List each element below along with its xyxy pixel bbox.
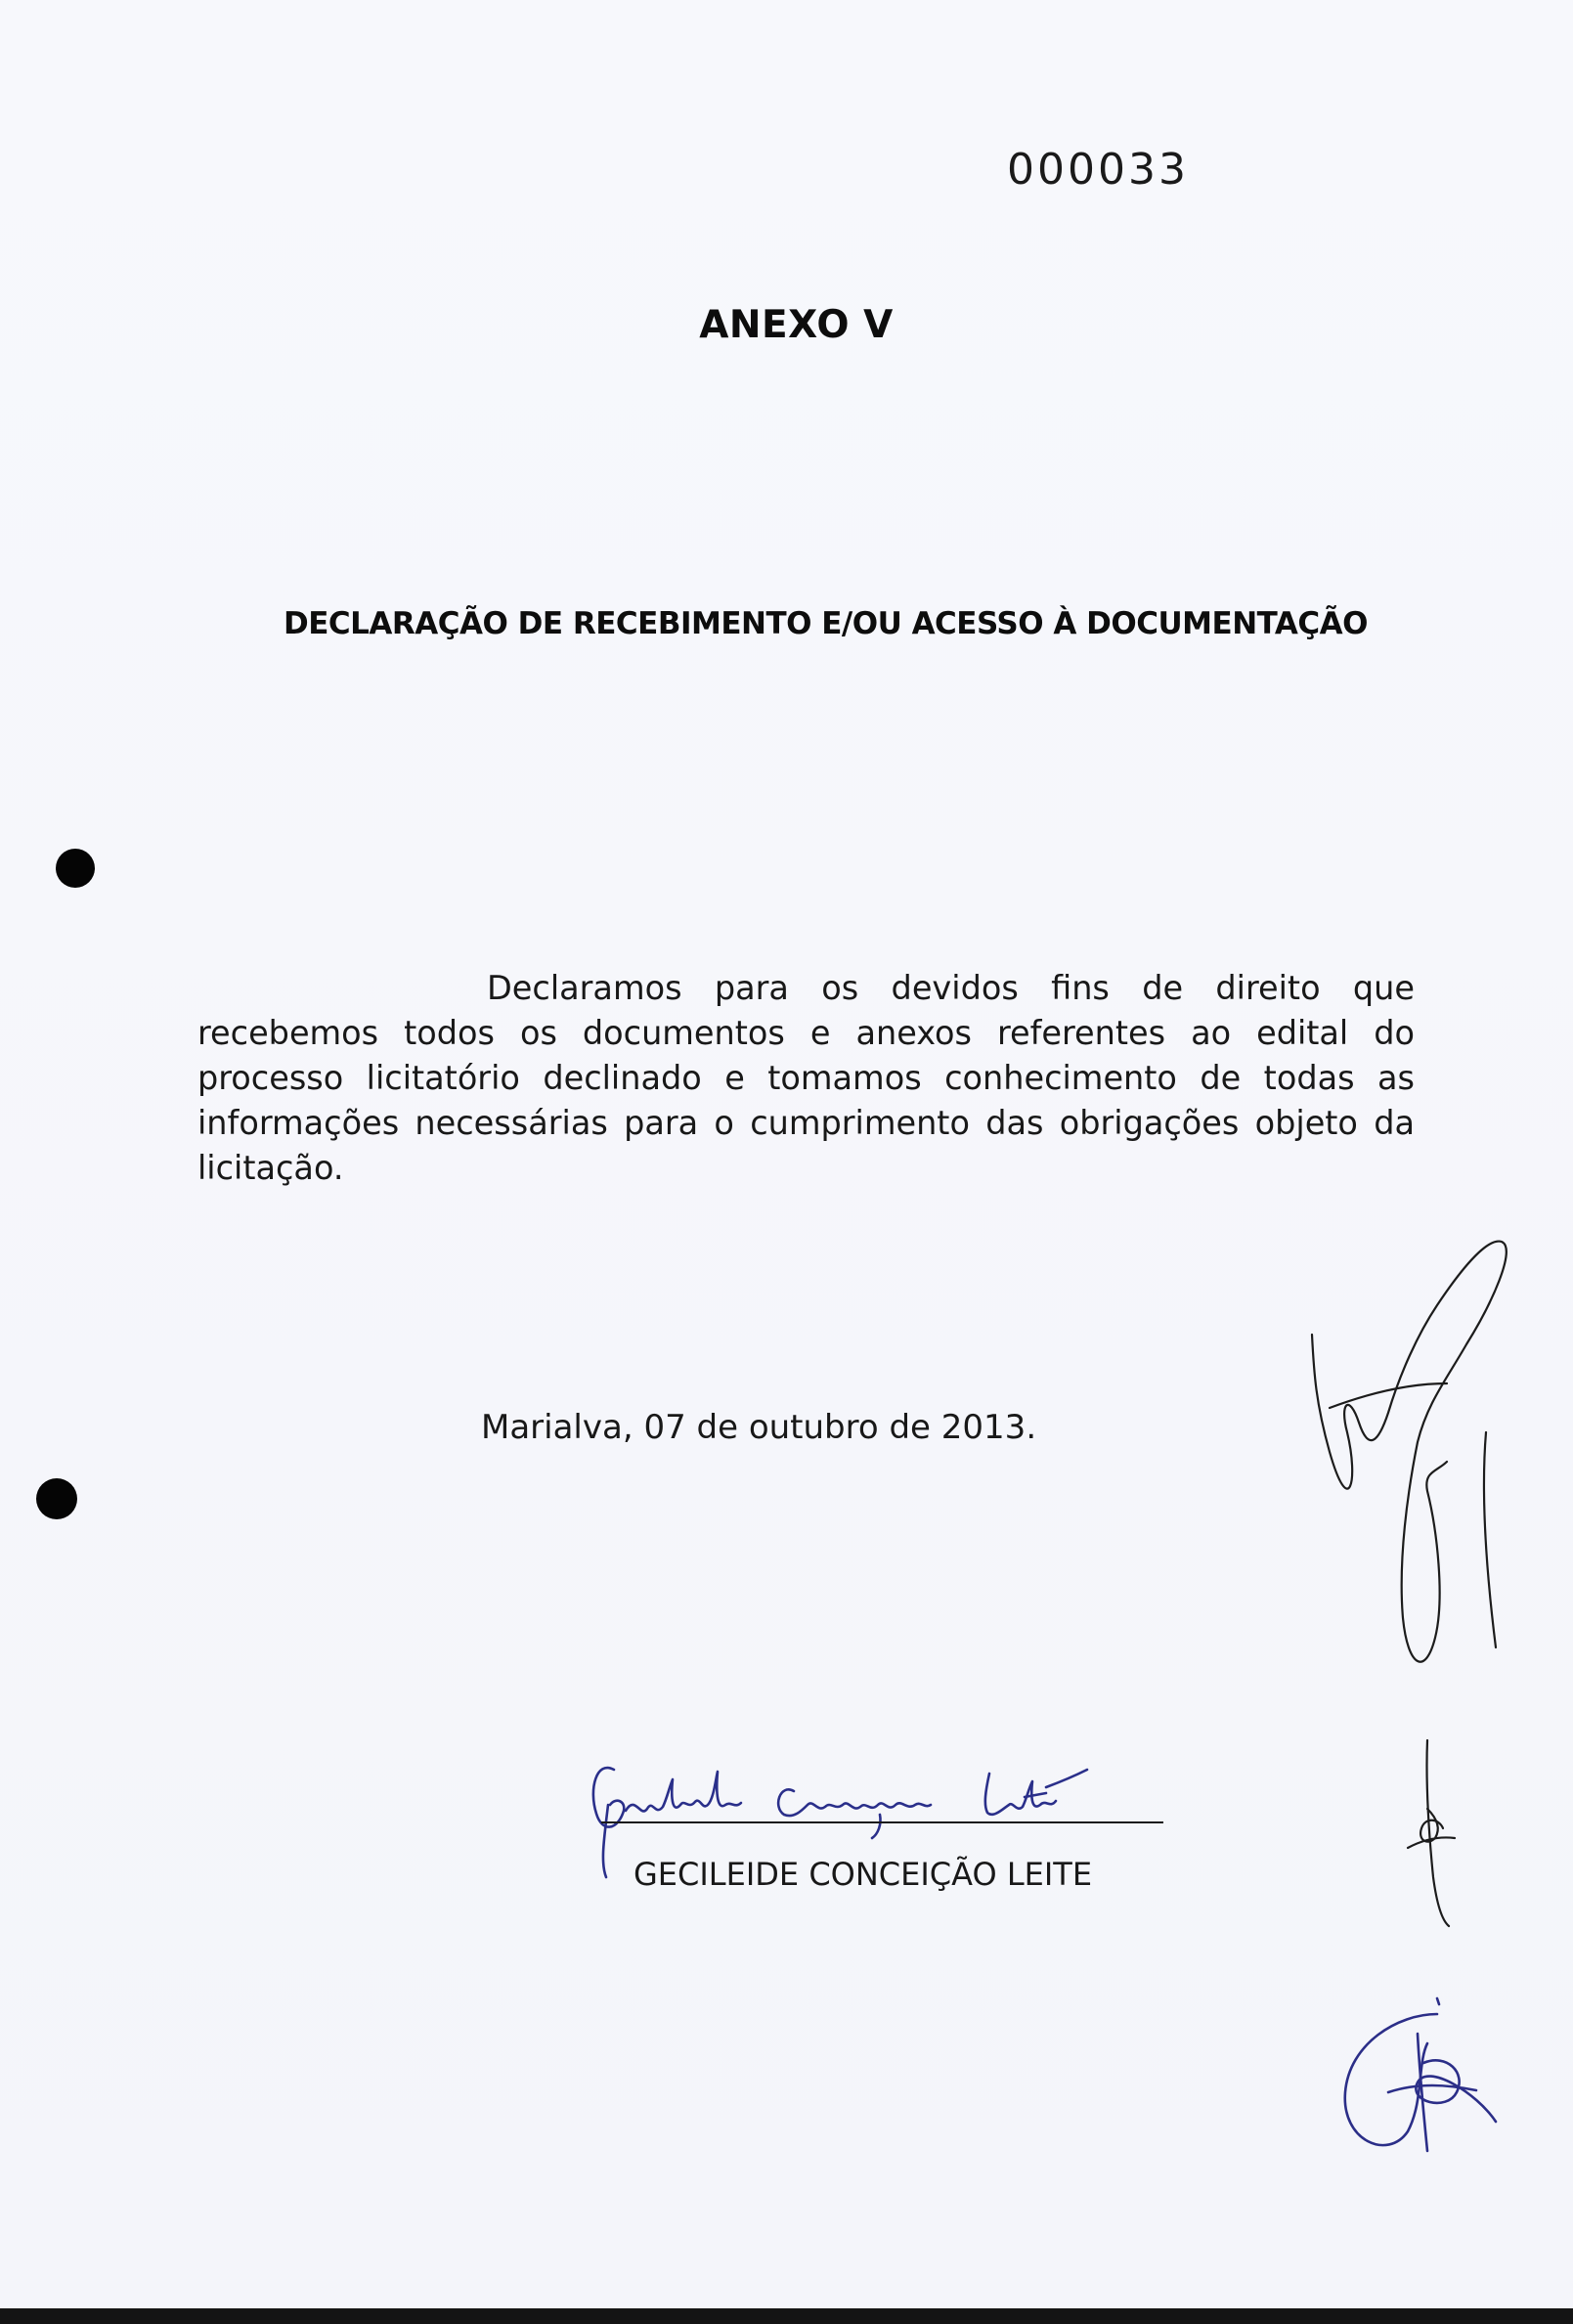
scan-bottom-edge [0,2308,1573,2324]
signer-name: GECILEIDE CONCEIÇÃO LEITE [634,1856,1093,1893]
declaration-body-text: Declaramos para os devidos fins de direito que recebemos todos os documentos e anexos referentes ao edital do processo licitatório declinado e tomamos conhecimento de todas as informações necessárias para o cumprimento das obrigações objeto da licitação. [197,969,1415,1187]
declaration-body [197,966,1415,1191]
signature-line [601,1821,1163,1823]
punch-hole-bottom [36,1478,77,1519]
annex-title: ANEXO V [699,303,894,347]
initials-mark [1330,1985,1525,2180]
margin-rubric-mark [1398,1731,1476,1926]
place-and-date: Marialva, 07 de outubro de 2013. [481,1408,1037,1447]
punch-hole-top [56,849,95,888]
margin-rubric-signature [1290,1237,1545,1726]
declaration-title: DECLARAÇÃO DE RECEBIMENTO E/OU ACESSO À DOCUMENTAÇÃO [284,606,1368,641]
page-number: 000033 [1007,145,1189,195]
